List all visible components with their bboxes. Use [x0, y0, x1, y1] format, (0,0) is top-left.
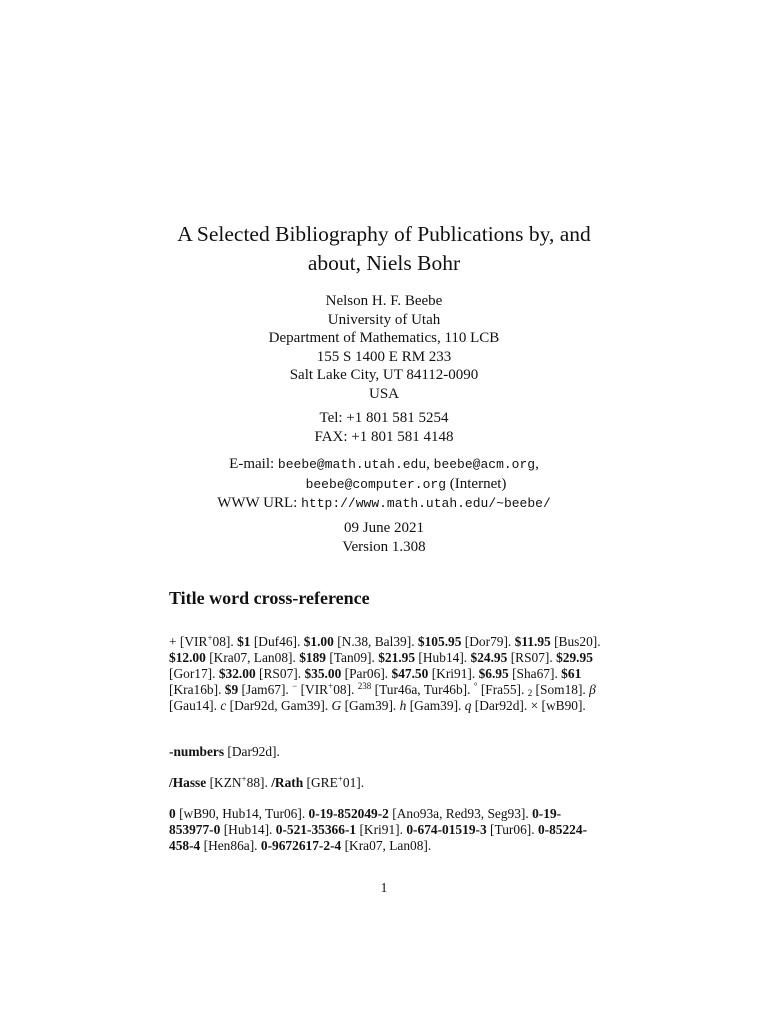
index-key: $9 — [224, 681, 239, 697]
author-name: Nelson H. F. Beebe — [325, 293, 443, 309]
index-ref[interactable]: [Jam67]. — [241, 681, 289, 697]
email-link-computer[interactable]: beebe@computer.org — [305, 476, 447, 492]
email-line-2 — [0, 475, 768, 495]
index-ref[interactable]: [Fra55]. — [480, 681, 525, 697]
index-key: $1.00 — [303, 634, 334, 649]
index-key: 0-19-853977-0 — [169, 806, 562, 837]
index-ref[interactable]: [wB90]. — [541, 697, 586, 713]
index-ref[interactable]: [Kra07, Lan08]. — [344, 837, 432, 853]
author-department: Department of Mathematics, 110 LCB — [268, 330, 500, 346]
cross-reference-paragraph-symbols — [169, 634, 601, 714]
index-key: 0-521-35366-1 — [275, 821, 357, 837]
index-key: G — [331, 697, 342, 713]
index-ref[interactable]: [VIR+08]. — [300, 680, 355, 697]
index-key: 0-9672617-2-4 — [260, 837, 342, 853]
index-ref[interactable]: [Gau14]. — [169, 697, 217, 713]
index-ref[interactable]: [RS07]. — [510, 649, 553, 665]
author-city: Salt Lake City, UT 84112-0090 — [289, 367, 479, 383]
index-ref[interactable]: [Kri91]. — [431, 665, 476, 681]
index-key: /Rath — [271, 775, 304, 790]
index-ref[interactable]: [Dar92d]. — [474, 697, 528, 713]
index-key: $61 — [561, 665, 582, 681]
index-key: $11.95 — [514, 634, 551, 649]
index-ref[interactable]: [Gor17]. — [169, 665, 216, 681]
document-date: 09 June 2021 — [344, 520, 424, 536]
index-ref[interactable]: [Kra07, Lan08]. — [209, 649, 296, 665]
index-key: 0-674-01519-3 — [406, 821, 487, 837]
index-key: $29.95 — [556, 649, 593, 665]
index-key: β — [589, 681, 596, 697]
index-key: q — [464, 697, 472, 713]
email-link-math[interactable]: beebe@math.utah.edu — [277, 457, 427, 472]
index-key: 2 — [527, 687, 533, 698]
index-ref[interactable]: [Duf46]. — [253, 634, 301, 649]
section-heading: Title word cross-reference — [169, 588, 370, 608]
index-ref[interactable]: [Tur46a, Tur46b]. — [374, 681, 471, 697]
index-ref[interactable]: [Kra16b]. — [169, 681, 222, 697]
index-ref[interactable]: [Hub14]. — [223, 821, 273, 837]
index-ref[interactable]: [N.38, Bal39]. — [337, 634, 415, 649]
index-ref[interactable]: [Dar92d]. — [227, 744, 280, 759]
index-key: h — [399, 697, 407, 713]
index-key: 0 — [169, 806, 176, 821]
index-key: $24.95 — [470, 649, 508, 665]
index-key: $12.00 — [169, 649, 206, 665]
index-ref[interactable]: [Tur06]. — [490, 821, 535, 837]
index-ref[interactable]: [Ano93a, Red93, Seg93]. — [392, 806, 529, 821]
date-block — [0, 519, 768, 556]
email-link-acm[interactable]: beebe@acm.org — [433, 457, 536, 472]
author-block — [0, 292, 768, 403]
index-ref[interactable]: [Tan09]. — [329, 649, 375, 665]
index-key: c — [220, 697, 227, 713]
email-note: (Internet) — [449, 475, 507, 492]
index-ref[interactable]: [RS07]. — [259, 665, 302, 681]
index-key: 238 — [357, 680, 372, 691]
telephone: Tel: +1 801 581 5254 — [319, 410, 449, 426]
page-number: 1 — [380, 880, 388, 895]
index-key: /Hasse — [169, 775, 207, 790]
email-block — [0, 455, 768, 514]
index-ref[interactable]: [Gam39]. — [344, 697, 397, 713]
index-ref[interactable]: [KZN+88]. — [209, 774, 268, 790]
index-key: ° — [473, 680, 478, 691]
cross-reference-paragraph-numbers — [169, 744, 601, 760]
www-link[interactable]: http://www.math.utah.edu/~beebe/ — [301, 496, 551, 511]
author-street: 155 S 1400 E RM 233 — [316, 348, 452, 365]
index-ref[interactable]: [Par06]. — [344, 665, 389, 681]
phone-block — [0, 409, 768, 446]
index-ref[interactable]: [Kri91]. — [359, 821, 403, 837]
index-ref[interactable]: [GRE+01]. — [306, 774, 365, 790]
index-key: + — [169, 634, 177, 649]
cross-reference-paragraph-zero — [169, 806, 601, 854]
cross-reference-paragraph-slash — [169, 775, 601, 791]
document-version: Version 1.308 — [342, 538, 426, 555]
index-key: $32.00 — [218, 665, 256, 681]
index-ref[interactable]: [Dor79]. — [464, 634, 512, 649]
www-label: WWW URL: — [217, 495, 298, 511]
index-key: $21.95 — [378, 649, 416, 665]
index-key: -numbers — [169, 744, 225, 759]
index-key: $35.00 — [304, 665, 342, 681]
index-key: $1 — [237, 634, 251, 649]
index-ref[interactable]: [Bus20]. — [554, 634, 601, 649]
index-key: − — [292, 680, 298, 691]
index-key: × — [530, 697, 539, 713]
document-title: A Selected Bibliography of Publications by, and about, Niels Bohr — [177, 222, 591, 275]
www-line — [0, 494, 768, 514]
index-ref[interactable]: [Hen86a]. — [203, 837, 258, 853]
author-affiliation: University of Utah — [327, 311, 441, 328]
index-ref[interactable]: [Sha67]. — [512, 665, 558, 681]
index-key: 0-85224-458-4 — [169, 821, 588, 853]
index-ref[interactable]: [Gam39]. — [409, 697, 462, 713]
fax: FAX: +1 801 581 4148 — [314, 428, 454, 445]
author-country: USA — [368, 385, 399, 402]
email-line-1: E-mail: beebe@math.utah.edu, beebe@acm.org, — [229, 456, 539, 472]
index-ref[interactable]: [Som18]. — [535, 681, 586, 697]
index-key: $189 — [299, 649, 326, 665]
index-ref[interactable]: [wB90, Hub14, Tur06]. — [179, 806, 306, 821]
index-key: $6.95 — [478, 665, 509, 681]
index-ref[interactable]: [Dar92d, Gam39]. — [229, 697, 329, 713]
index-key: $105.95 — [417, 634, 462, 649]
email-label: E-mail: — [229, 456, 275, 472]
index-key: 0-19-852049-2 — [308, 806, 389, 821]
index-ref[interactable]: [VIR+08]. — [179, 633, 234, 649]
index-ref[interactable]: [Hub14]. — [418, 649, 468, 665]
index-key: $47.50 — [391, 665, 429, 681]
